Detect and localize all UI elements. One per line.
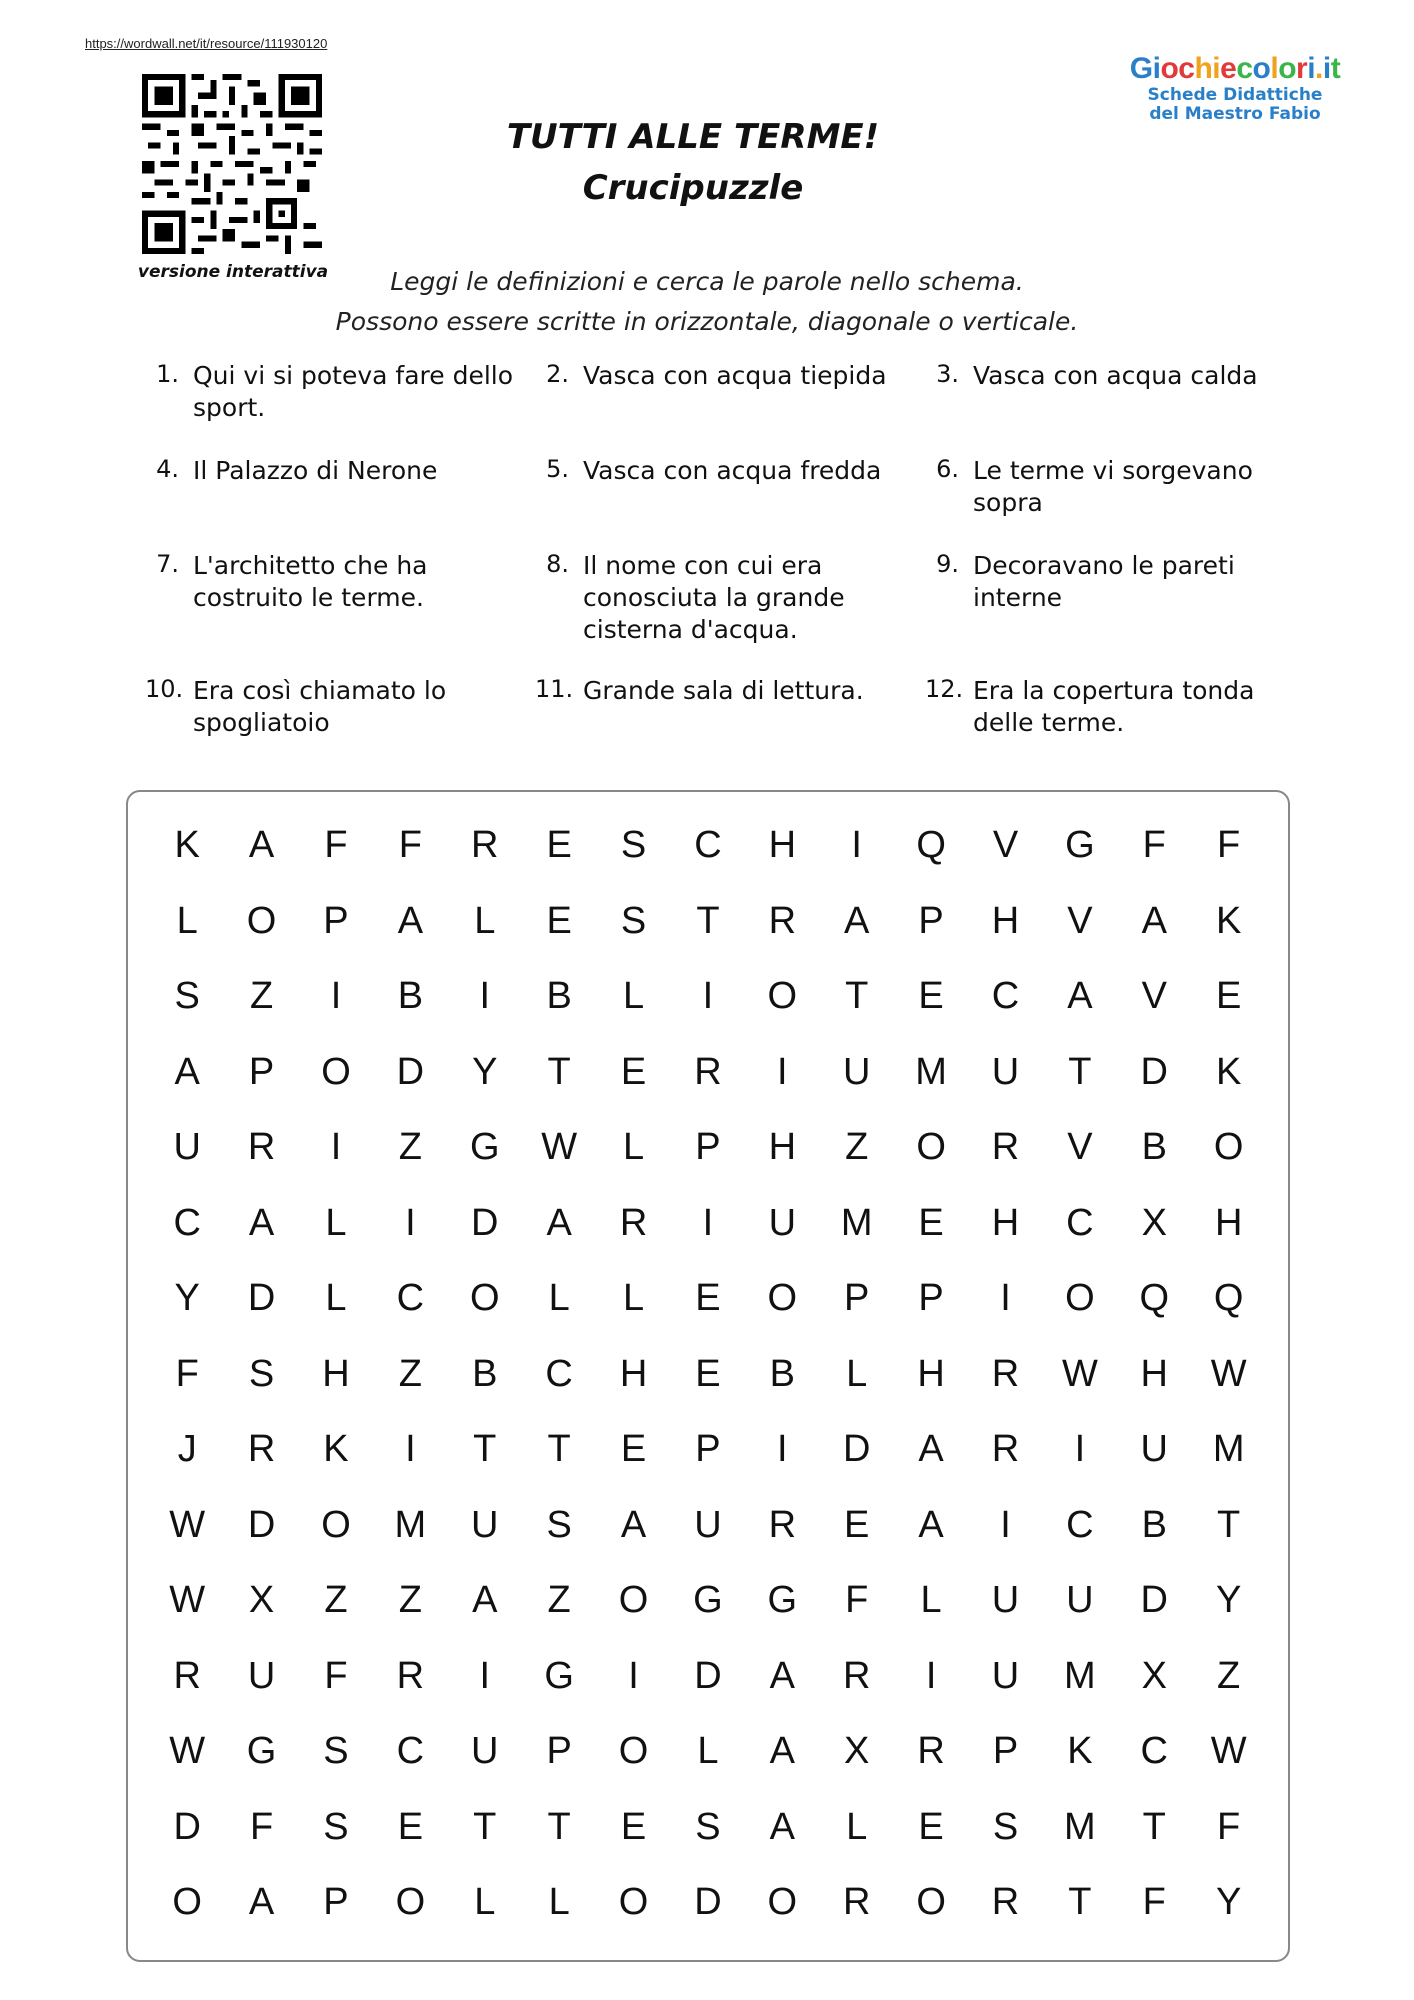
qr-code[interactable] xyxy=(142,74,322,254)
grid-cell[interactable]: D xyxy=(247,1277,276,1320)
grid-cell[interactable]: E xyxy=(546,824,572,867)
grid-cell[interactable]: C xyxy=(173,1201,201,1244)
grid-cell[interactable]: T xyxy=(547,1428,571,1471)
grid-cell[interactable]: I xyxy=(777,1428,788,1471)
grid-cell[interactable]: B xyxy=(1141,1126,1167,1169)
grid-cell[interactable]: U xyxy=(991,1579,1020,1622)
grid-cell[interactable]: C xyxy=(694,824,722,867)
grid-cell[interactable]: R xyxy=(694,1050,722,1093)
grid-cell[interactable]: D xyxy=(694,1881,722,1924)
grid-cell[interactable]: O xyxy=(469,1277,500,1320)
grid-cell[interactable]: B xyxy=(769,1352,795,1395)
grid-cell[interactable]: E xyxy=(1215,975,1242,1018)
instructions xyxy=(0,262,1414,342)
clue-number: 10. xyxy=(145,675,184,703)
clue-text: Decoravano le pareti interne xyxy=(973,551,1235,612)
clue-number: 12. xyxy=(925,675,964,703)
grid-cell[interactable]: E xyxy=(397,1805,424,1848)
site-logo[interactable] xyxy=(1100,52,1370,124)
grid-cell[interactable]: R xyxy=(991,1126,1020,1169)
grid-cell[interactable]: I xyxy=(330,975,342,1018)
grid-cell[interactable]: I xyxy=(628,1654,639,1697)
grid-cell[interactable]: V xyxy=(1067,1126,1093,1169)
grid-cell[interactable]: H xyxy=(619,1352,648,1395)
grid-cell[interactable]: F xyxy=(175,1352,199,1395)
clue-number: 1. xyxy=(156,360,179,388)
grid-cell[interactable]: A xyxy=(397,899,424,942)
grid-cell[interactable]: C xyxy=(545,1352,573,1395)
grid-cell[interactable]: F xyxy=(324,1654,348,1697)
grid-cell[interactable]: X xyxy=(248,1579,275,1622)
grid-row xyxy=(150,959,1266,1035)
grid-cell[interactable]: E xyxy=(695,1352,721,1395)
clue-text: Il Palazzo di Nerone xyxy=(193,456,438,485)
grid-cell[interactable]: F xyxy=(845,1579,869,1622)
grid-cell[interactable]: K xyxy=(1215,1050,1242,1093)
grid-cell[interactable]: T xyxy=(473,1805,497,1848)
grid-cell[interactable]: W xyxy=(169,1503,206,1546)
grid-cell[interactable]: E xyxy=(620,1805,647,1848)
grid-cell[interactable]: H xyxy=(768,824,797,867)
grid-cell[interactable]: X xyxy=(1141,1654,1167,1697)
grid-cell[interactable]: O xyxy=(916,1881,946,1924)
clue-text: Vasca con acqua tiepida xyxy=(583,361,887,390)
grid-cell[interactable]: P xyxy=(844,1277,870,1320)
grid-cell[interactable]: Y xyxy=(1215,1881,1242,1924)
grid-cell[interactable]: M xyxy=(840,1201,873,1244)
grid-cell[interactable]: U xyxy=(694,1503,722,1546)
grid-cell[interactable]: O xyxy=(767,1881,798,1924)
grid-cell[interactable]: R xyxy=(991,1881,1020,1924)
clue-text: L'architetto che ha costruito le terme. xyxy=(193,551,428,612)
grid-cell[interactable]: G xyxy=(246,1730,277,1773)
grid-cell[interactable]: T xyxy=(1068,1050,1092,1093)
grid-cell[interactable]: I xyxy=(851,824,862,867)
grid-cell[interactable]: L xyxy=(622,1126,645,1169)
grid-cell[interactable]: I xyxy=(702,1201,714,1244)
word-grid xyxy=(150,808,1266,1941)
grid-cell[interactable]: A xyxy=(769,1654,795,1697)
grid-row xyxy=(150,1639,1266,1715)
grid-row xyxy=(150,1714,1266,1790)
grid-cell[interactable]: R xyxy=(842,1881,871,1924)
grid-cell[interactable]: O xyxy=(321,1503,351,1546)
grid-cell[interactable]: X xyxy=(1141,1201,1167,1244)
grid-cell[interactable]: A xyxy=(546,1201,572,1244)
grid-cell[interactable]: H xyxy=(917,1352,945,1395)
clue-item xyxy=(145,360,515,424)
clue-number: 4. xyxy=(156,455,179,483)
grid-cell[interactable]: I xyxy=(330,1126,342,1169)
grid-cell[interactable]: W xyxy=(1210,1730,1247,1773)
grid-cell[interactable]: P xyxy=(248,1050,275,1093)
grid-row xyxy=(150,1186,1266,1262)
grid-cell[interactable]: U xyxy=(1066,1579,1094,1622)
grid-cell[interactable]: O xyxy=(618,1730,649,1773)
grid-cell[interactable]: H xyxy=(1140,1352,1168,1395)
clue-text: Era così chiamato lo spogliatoio xyxy=(193,676,447,737)
clue-text: Le terme vi sorgevano sopra xyxy=(973,456,1253,517)
grid-row xyxy=(150,1865,1266,1941)
clue-item xyxy=(145,455,515,487)
grid-cell[interactable]: B xyxy=(1141,1503,1167,1546)
grid-cell[interactable]: T xyxy=(547,1805,571,1848)
clue-number: 8. xyxy=(546,550,569,578)
grid-row xyxy=(150,1790,1266,1866)
logo-subtitle-1: Schede Didattiche xyxy=(1147,85,1323,105)
grid-cell[interactable]: O xyxy=(246,899,277,942)
grid-cell[interactable]: Z xyxy=(398,1352,422,1395)
grid-cell[interactable]: I xyxy=(405,1428,416,1471)
grid-cell[interactable]: P xyxy=(546,1730,572,1773)
grid-cell[interactable]: B xyxy=(397,975,424,1018)
logo-text: Giochiecolori.it xyxy=(1129,52,1341,85)
grid-cell[interactable]: W xyxy=(169,1579,206,1622)
grid-cell[interactable]: T xyxy=(1068,1881,1092,1924)
clue-number: 11. xyxy=(535,675,574,703)
grid-cell[interactable]: U xyxy=(842,1050,871,1093)
clue-item xyxy=(535,455,905,487)
grid-cell[interactable]: O xyxy=(618,1881,649,1924)
grid-cell[interactable]: Q xyxy=(1139,1277,1170,1320)
grid-cell[interactable]: P xyxy=(323,1881,349,1924)
instructions-line-2: Possono essere scritte in orizzontale, diagonale o verticale. xyxy=(335,307,1079,336)
grid-cell[interactable]: T xyxy=(1142,1805,1166,1848)
grid-cell[interactable]: R xyxy=(768,899,797,942)
grid-cell[interactable]: K xyxy=(1215,899,1242,942)
grid-cell[interactable]: F xyxy=(249,1805,274,1848)
grid-cell[interactable]: G xyxy=(693,1579,723,1622)
grid-cell[interactable]: C xyxy=(1140,1730,1168,1773)
grid-cell[interactable]: D xyxy=(247,1503,276,1546)
grid-cell[interactable]: I xyxy=(1074,1428,1086,1471)
grid-cell[interactable]: D xyxy=(471,1201,499,1244)
grid-cell[interactable]: H xyxy=(991,1201,1020,1244)
grid-cell[interactable]: K xyxy=(174,824,200,867)
clue-number: 3. xyxy=(936,360,959,388)
grid-row xyxy=(150,808,1266,884)
grid-cell[interactable]: M xyxy=(1212,1428,1245,1471)
grid-cell[interactable]: F xyxy=(398,824,422,867)
grid-cell[interactable]: I xyxy=(1000,1503,1011,1546)
clue-text: Vasca con acqua fredda xyxy=(583,456,882,485)
clue-item xyxy=(925,550,1295,614)
grid-cell[interactable]: R xyxy=(842,1654,871,1697)
grid-cell[interactable]: L xyxy=(697,1730,719,1773)
grid-cell[interactable]: L xyxy=(548,1881,570,1924)
grid-cell[interactable]: A xyxy=(918,1503,944,1546)
grid-cell[interactable]: B xyxy=(472,1352,498,1395)
grid-cell[interactable]: R xyxy=(619,1201,648,1244)
grid-cell[interactable]: V xyxy=(1067,899,1093,942)
grid-cell[interactable]: T xyxy=(1217,1503,1241,1546)
grid-cell[interactable]: E xyxy=(620,1428,647,1471)
grid-cell[interactable]: D xyxy=(1140,1579,1168,1622)
grid-cell[interactable]: Y xyxy=(1215,1579,1242,1622)
clue-item xyxy=(535,550,905,646)
grid-cell[interactable]: R xyxy=(768,1503,797,1546)
grid-cell[interactable]: Z xyxy=(845,1126,869,1169)
grid-cell[interactable]: E xyxy=(695,1277,721,1320)
grid-cell[interactable]: A xyxy=(1141,899,1167,942)
grid-cell[interactable]: R xyxy=(991,1352,1020,1395)
grid-cell[interactable]: W xyxy=(169,1730,206,1773)
grid-cell[interactable]: U xyxy=(1140,1428,1168,1471)
grid-cell[interactable]: T xyxy=(547,1050,571,1093)
grid-cell[interactable]: O xyxy=(767,1277,798,1320)
resource-link[interactable]: https://wordwall.net/it/resource/111930120 xyxy=(85,36,328,51)
clue-item xyxy=(925,360,1295,392)
grid-cell[interactable]: H xyxy=(991,899,1020,942)
grid-cell[interactable]: J xyxy=(177,1428,197,1471)
grid-cell[interactable]: L xyxy=(325,1277,347,1320)
grid-cell[interactable]: C xyxy=(1066,1201,1094,1244)
clue-item xyxy=(535,675,905,707)
grid-cell[interactable]: U xyxy=(247,1654,276,1697)
qr-caption: versione interattiva xyxy=(137,262,329,282)
grid-cell[interactable]: U xyxy=(991,1050,1020,1093)
grid-cell[interactable]: I xyxy=(1000,1277,1011,1320)
grid-cell[interactable]: B xyxy=(546,975,572,1018)
grid-cell[interactable]: L xyxy=(622,1277,645,1320)
grid-cell[interactable]: P xyxy=(992,1730,1019,1773)
grid-cell[interactable]: T xyxy=(473,1428,497,1471)
grid-row xyxy=(150,1488,1266,1564)
grid-cell[interactable]: Q xyxy=(1213,1277,1244,1320)
page-title: TUTTI ALLE TERME! xyxy=(506,117,880,157)
grid-cell[interactable]: F xyxy=(1142,1881,1166,1924)
grid-cell[interactable]: R xyxy=(247,1428,276,1471)
grid-cell[interactable]: A xyxy=(248,824,275,867)
grid-cell[interactable]: U xyxy=(991,1654,1020,1697)
grid-cell[interactable]: S xyxy=(248,1352,275,1395)
grid-cell[interactable]: Z xyxy=(398,1579,422,1622)
grid-cell[interactable]: F xyxy=(1217,824,1241,867)
grid-cell[interactable]: E xyxy=(844,1503,870,1546)
grid-cell[interactable]: M xyxy=(1064,1805,1096,1848)
grid-cell[interactable]: O xyxy=(395,1881,426,1924)
grid-cell[interactable]: A xyxy=(844,899,870,942)
grid-cell[interactable]: P xyxy=(918,899,944,942)
grid-cell[interactable]: G xyxy=(1065,824,1095,867)
grid-cell[interactable]: H xyxy=(1214,1201,1243,1244)
grid-row xyxy=(150,1412,1266,1488)
grid-cell[interactable]: K xyxy=(1067,1730,1093,1773)
page-subtitle: Crucipuzzle xyxy=(582,168,804,208)
grid-cell[interactable]: Y xyxy=(472,1050,498,1093)
grid-cell[interactable]: O xyxy=(1213,1126,1244,1169)
grid-cell[interactable]: D xyxy=(396,1050,425,1093)
clue-text: Vasca con acqua calda xyxy=(973,361,1258,390)
grid-cell[interactable]: I xyxy=(405,1201,416,1244)
grid-cell[interactable]: E xyxy=(918,975,944,1018)
grid-cell[interactable]: C xyxy=(396,1730,425,1773)
grid-cell[interactable]: U xyxy=(471,1730,499,1773)
grid-cell[interactable]: P xyxy=(695,1126,721,1169)
grid-cell[interactable]: E xyxy=(620,1050,647,1093)
grid-cell[interactable]: V xyxy=(1141,975,1167,1018)
clue-number: 9. xyxy=(936,550,959,578)
grid-cell[interactable]: D xyxy=(694,1654,722,1697)
grid-cell[interactable]: C xyxy=(991,975,1020,1018)
grid-cell[interactable]: I xyxy=(925,1654,937,1697)
grid-cell[interactable]: R xyxy=(173,1654,201,1697)
grid-cell[interactable]: L xyxy=(846,1352,868,1395)
grid-cell[interactable]: R xyxy=(396,1654,425,1697)
grid-cell[interactable]: E xyxy=(918,1805,944,1848)
clue-item xyxy=(925,455,1295,519)
grid-cell[interactable]: F xyxy=(324,824,348,867)
grid-cell[interactable]: D xyxy=(1140,1050,1168,1093)
grid-cell[interactable]: O xyxy=(172,1881,202,1924)
grid-cell[interactable]: I xyxy=(777,1050,788,1093)
grid-cell[interactable]: T xyxy=(696,899,720,942)
grid-cell[interactable]: O xyxy=(618,1579,649,1622)
grid-cell[interactable]: S xyxy=(992,1805,1019,1848)
grid-cell[interactable]: Y xyxy=(174,1277,200,1320)
grid-row xyxy=(150,1261,1266,1337)
grid-cell[interactable]: Z xyxy=(249,975,274,1018)
grid-cell[interactable]: O xyxy=(916,1126,946,1169)
grid-cell[interactable]: O xyxy=(767,975,798,1018)
grid-cell[interactable]: A xyxy=(769,1805,795,1848)
grid-cell[interactable]: M xyxy=(394,1503,427,1546)
grid-cell[interactable]: M xyxy=(1064,1654,1096,1697)
grid-cell[interactable]: R xyxy=(247,1126,276,1169)
grid-cell[interactable]: C xyxy=(1066,1503,1094,1546)
grid-cell[interactable]: L xyxy=(176,899,198,942)
grid-row xyxy=(150,1563,1266,1639)
grid-cell[interactable]: F xyxy=(1217,1805,1241,1848)
grid-row xyxy=(150,1337,1266,1413)
grid-cell[interactable]: Z xyxy=(547,1579,571,1622)
grid-cell[interactable]: L xyxy=(548,1277,570,1320)
grid-cell[interactable]: L xyxy=(325,1201,347,1244)
grid-cell[interactable]: Q xyxy=(916,824,946,867)
clue-item xyxy=(145,550,515,614)
grid-cell[interactable]: U xyxy=(173,1126,201,1169)
clue-number: 7. xyxy=(156,550,179,578)
grid-cell[interactable]: S xyxy=(620,824,647,867)
grid-cell[interactable]: W xyxy=(1061,1352,1098,1395)
grid-cell[interactable]: G xyxy=(544,1654,574,1697)
grid-cell[interactable]: R xyxy=(991,1428,1020,1471)
grid-cell[interactable]: R xyxy=(917,1730,945,1773)
grid-cell[interactable]: G xyxy=(469,1126,500,1169)
grid-cell[interactable]: S xyxy=(323,1730,349,1773)
grid-cell[interactable]: V xyxy=(992,824,1019,867)
grid-cell[interactable]: H xyxy=(768,1126,797,1169)
grid-cell[interactable]: P xyxy=(695,1428,721,1471)
grid-cell[interactable]: Z xyxy=(1217,1654,1241,1697)
grid-cell[interactable]: A xyxy=(1067,975,1093,1018)
grid-cell[interactable]: S xyxy=(323,1805,349,1848)
grid-cell[interactable]: P xyxy=(918,1277,944,1320)
qr-code-icon xyxy=(142,74,322,254)
grid-cell[interactable]: I xyxy=(702,975,714,1018)
grid-cell[interactable]: W xyxy=(541,1126,578,1169)
clue-text: Qui vi si poteva fare dello sport. xyxy=(193,361,514,422)
instructions-line-1: Leggi le definizioni e cerca le parole nello schema. xyxy=(390,267,1024,296)
grid-cell[interactable]: A xyxy=(918,1428,944,1471)
grid-cell[interactable]: M xyxy=(915,1050,947,1093)
grid-cell[interactable]: Z xyxy=(324,1579,348,1622)
grid-cell[interactable]: U xyxy=(768,1201,797,1244)
grid-cell[interactable]: P xyxy=(323,899,349,942)
clue-item xyxy=(925,675,1295,739)
grid-cell[interactable]: U xyxy=(471,1503,499,1546)
clue-item xyxy=(145,675,515,739)
clue-text: Grande sala di lettura. xyxy=(583,676,864,705)
grid-cell[interactable]: Z xyxy=(398,1126,422,1169)
grid-cell[interactable]: A xyxy=(769,1730,795,1773)
clue-item xyxy=(535,360,905,392)
clue-text: Il nome con cui era conosciuta la grande cisterna d'acqua. xyxy=(583,551,845,644)
grid-cell[interactable]: W xyxy=(1210,1352,1247,1395)
grid-cell[interactable]: L xyxy=(474,1881,496,1924)
grid-cell[interactable]: C xyxy=(396,1277,425,1320)
clue-number: 2. xyxy=(546,360,569,388)
grid-cell[interactable]: L xyxy=(622,975,645,1018)
grid-cell[interactable]: K xyxy=(323,1428,349,1471)
grid-cell[interactable]: H xyxy=(322,1352,350,1395)
grid-cell[interactable]: X xyxy=(844,1730,870,1773)
grid-cell[interactable]: I xyxy=(479,1654,491,1697)
grid-cell[interactable]: G xyxy=(767,1579,798,1622)
grid-cell[interactable]: A xyxy=(620,1503,647,1546)
grid-cell[interactable]: E xyxy=(546,899,572,942)
grid-cell[interactable]: R xyxy=(471,824,499,867)
grid-cell[interactable]: I xyxy=(479,975,491,1018)
grid-cell[interactable]: F xyxy=(1142,824,1166,867)
grid-cell[interactable]: D xyxy=(173,1805,201,1848)
grid-row xyxy=(150,1110,1266,1186)
grid-cell[interactable]: L xyxy=(920,1579,942,1622)
grid-cell[interactable]: D xyxy=(842,1428,871,1471)
grid-cell[interactable]: S xyxy=(174,975,200,1018)
grid-cell[interactable]: A xyxy=(248,1201,275,1244)
grid-cell[interactable]: A xyxy=(248,1881,275,1924)
grid-cell[interactable]: T xyxy=(845,975,869,1018)
clue-text: Era la copertura tonda delle terme. xyxy=(973,676,1255,737)
clue-number: 5. xyxy=(546,455,569,483)
grid-cell[interactable]: L xyxy=(846,1805,868,1848)
grid-cell[interactable]: A xyxy=(174,1050,200,1093)
logo-subtitle-2: del Maestro Fabio xyxy=(1149,104,1321,124)
grid-row xyxy=(150,884,1266,960)
grid-cell[interactable]: L xyxy=(474,899,496,942)
grid-cell[interactable]: S xyxy=(695,1805,721,1848)
grid-cell[interactable]: A xyxy=(472,1579,498,1622)
grid-row xyxy=(150,1035,1266,1111)
grid-cell[interactable]: S xyxy=(546,1503,572,1546)
clue-number: 6. xyxy=(936,455,959,483)
grid-cell[interactable]: O xyxy=(1065,1277,1095,1320)
grid-cell[interactable]: O xyxy=(321,1050,351,1093)
grid-cell[interactable]: E xyxy=(918,1201,944,1244)
grid-cell[interactable]: S xyxy=(620,899,647,942)
